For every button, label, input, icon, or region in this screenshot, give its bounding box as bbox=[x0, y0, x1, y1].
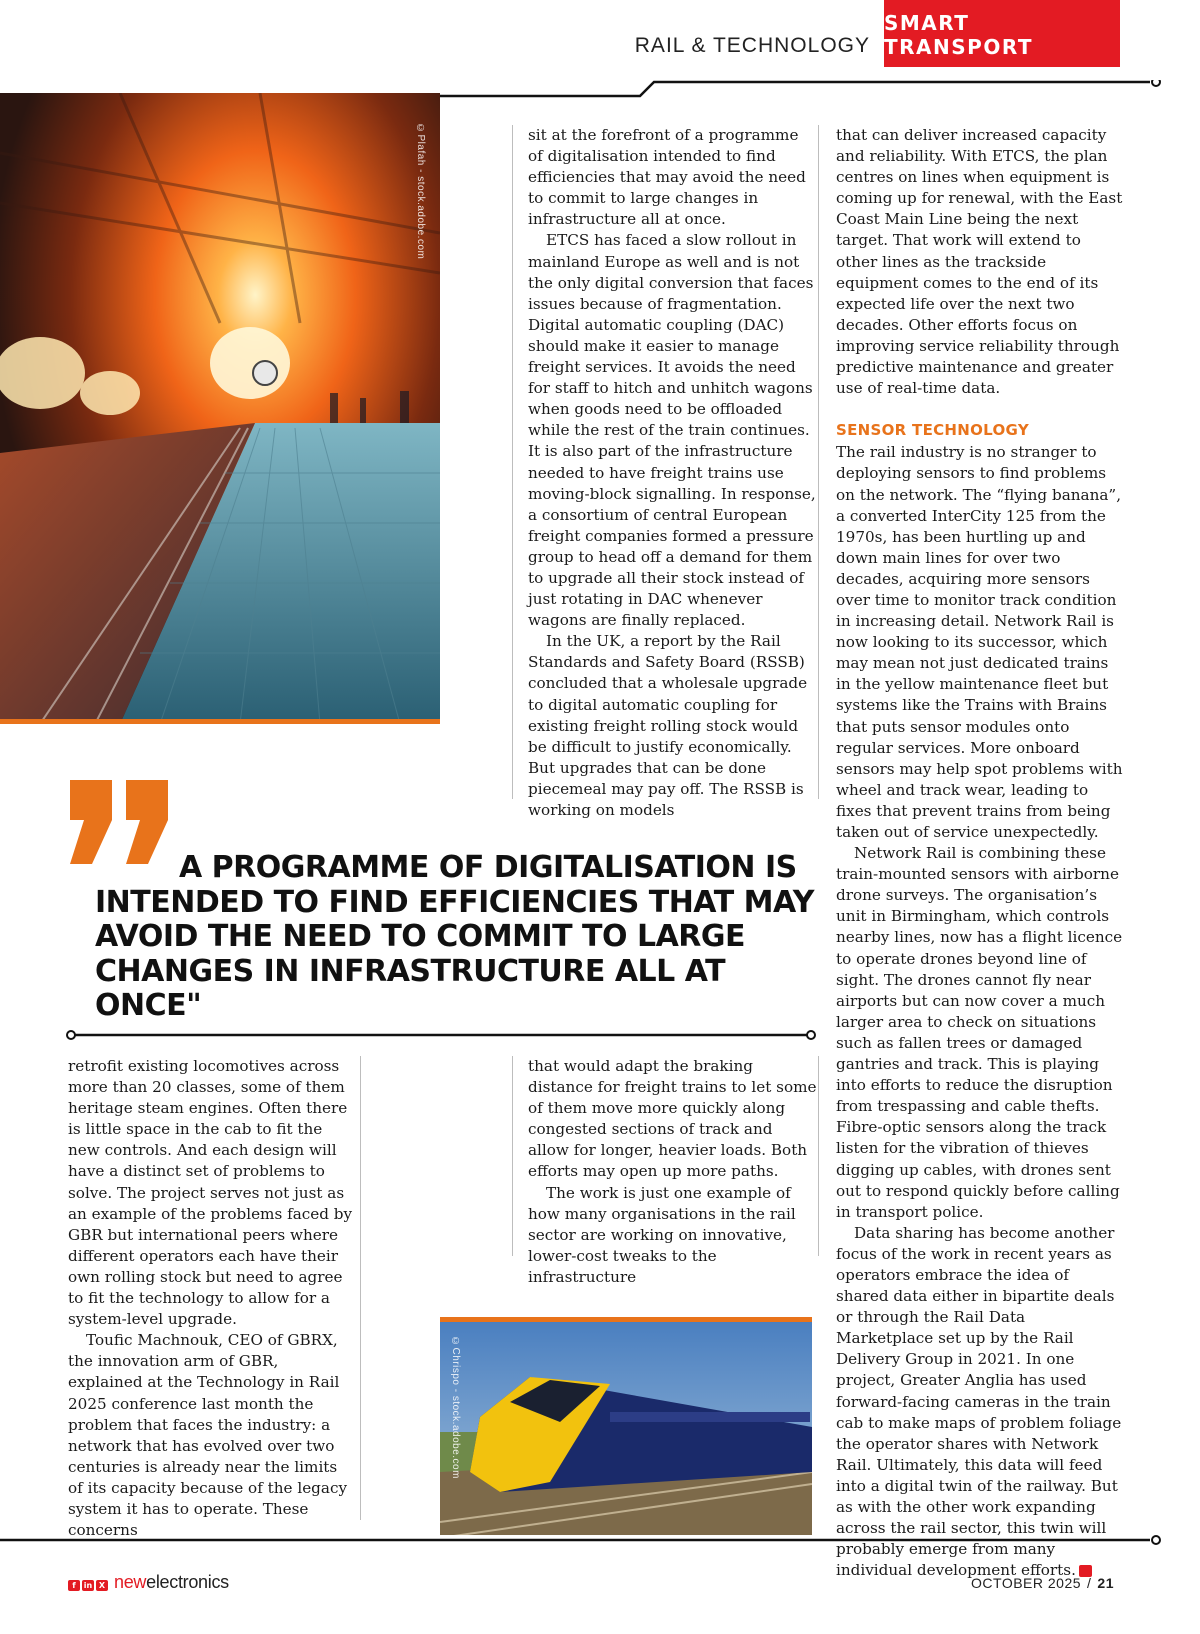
station-photo bbox=[0, 93, 440, 724]
paragraph: sit at the forefront of a programme of digitalisation intended to find efficiencies that may avoid the need to commit to large changes in infrastructure all at once. bbox=[528, 126, 806, 229]
paragraph-text: Data sharing has become another focus of the work in recent years as operators embrace the idea of shared data either in bipartite deals or through the Rail Data Marketplace set up by the Rail Delivery Group in 2021. In one project, Greater Anglia has used forward-facing cameras in the train cab to make maps of problem foliage the operator shares with Network Rail. Ultimately, this data will feed into a digital twin of the railway. But as with the other work expanding across the rail sector, this twin will probably emerge from many individual development efforts. bbox=[836, 1223, 1122, 1580]
linkedin-icon[interactable]: in bbox=[83, 1581, 93, 1590]
quote-rule bbox=[64, 1028, 818, 1042]
paragraph: that would adapt the braking distance for freight trains to let some of them move more quickly along congested sections of track and allow for longer, heavier loads. Both efforts may open up more paths. bbox=[528, 1057, 817, 1181]
x-icon[interactable]: X bbox=[96, 1580, 108, 1591]
publication-logo: newelectronics bbox=[114, 1572, 229, 1592]
article-column-3 bbox=[836, 125, 1126, 1581]
paragraph: ETCS has faced a slow rollout in mainland Europe as well and is not the only digital conversion that faces issues because of fragmentation. Digital automatic coupling (DAC) should make it easier to manage freight services. It avoids the need for staff to hitch and unhitch wagons when goods need to be offloaded while the rest of the train continues. It is also part of the infrastructure needed to have freight trains use moving-block signalling. In response, a consortium of central European freight companies formed a pressure group to head off a demand for them to upgrade all their stock instead of just rotating in DAC whenever wagons are finally replaced. bbox=[528, 231, 816, 630]
end-mark-icon: NE bbox=[1079, 1565, 1092, 1577]
section-tag: SMART TRANSPORT bbox=[884, 0, 1120, 67]
column-divider bbox=[360, 1056, 361, 1520]
page-number: 21 bbox=[1097, 1575, 1114, 1591]
article-column-4 bbox=[68, 1056, 356, 1541]
train-photo bbox=[440, 1317, 812, 1535]
paragraph bbox=[836, 1223, 1126, 1582]
column-divider bbox=[512, 125, 513, 799]
pull-quote: A PROGRAMME OF DIGITALISATION IS INTENDED TO FIND EFFICIENCIES THAT MAY AVOID THE NEED TO COMMIT TO LARGE CHANGES IN INFRASTRUCTURE ALL AT ONCE" bbox=[95, 850, 815, 1023]
section-subheading: SENSOR TECHNOLOGY bbox=[836, 421, 1029, 440]
paragraph: The rail industry is no stranger to deploying sensors to find problems on the network. The “flying banana”, a converted InterCity 125 from the 1970s, has been hurtling up and down main lines for over two decades, acquiring more sensors over time to monitor track condition in increasing detail. Network Rail is now looking to its successor, which may mean not just dedicated trains in the yellow maintenance fleet but systems like the Trains with Brains that puts sensor modules onto regular services. More onboard sensors may help spot problems with wheel and track wear, leading to fixes that prevent trains from being taken out of service unexpectedly. bbox=[836, 443, 1123, 841]
issue-date: OCTOBER 2025 / 21 bbox=[971, 1575, 1114, 1591]
column-divider bbox=[512, 1056, 513, 1256]
social-links bbox=[68, 1580, 108, 1591]
paragraph: Network Rail is combining these train-mounted sensors with airborne drone surveys. The organisation’s unit in Birmingham, which controls nearby lines, now has a flight licence to operate drones beyond line of sight. The drones cannot fly near airports but can now cover a much larger area to check on situations such as fallen trees or damaged gantries and track. This is playing into efforts to reduce the disruption from trespassing and cable thefts. Fibre-optic sensors along the track listen for the vibration of thieves digging up cables, with drones sent out to respond quickly before calling in transport police. bbox=[836, 844, 1123, 1221]
paragraph: Toufic Machnouk, CEO of GBRX, the innovation arm of GBR, explained at the Technology in Rail 2025 conference last month the problem that faces the industry: a network that has evolved over two centuries is already near the limits of its capacity because of the legacy system it has to operate. These concerns bbox=[68, 1331, 348, 1540]
column-divider bbox=[818, 1056, 819, 1256]
article-column-5 bbox=[528, 1056, 818, 1288]
column-divider bbox=[818, 125, 819, 799]
article-column-1 bbox=[528, 125, 818, 821]
photo-credit-bottom: ©Chrispo - stock.adobe.com bbox=[450, 1336, 461, 1479]
paragraph: The work is just one example of how many organisations in the rail sector are working on innovative, lower-cost tweaks to the infrastructure bbox=[528, 1183, 796, 1286]
photo-credit-top: ©Plafah - stock.adobe.com bbox=[415, 123, 426, 260]
section-title: RAIL & TECHNOLOGY bbox=[634, 34, 870, 57]
footer-rule bbox=[0, 1533, 1165, 1547]
paragraph: retrofit existing locomotives across more than 20 classes, some of them heritage steam engines. Often there is little space in the cab to fit the new controls. And each design will have a distinct set of problems to solve. The project serves not just as an example of the problems faced by GBR but international peers where different operators each have their own rolling stock but need to agree to fit the technology to allow for a system-level upgrade. bbox=[68, 1057, 353, 1329]
paragraph: that can deliver increased capacity and reliability. With ETCS, the plan centres on lines when equipment is coming up for renewal, with the East Coast Main Line being the next target. That work will extend to other lines as the trackside equipment comes to the end of its expected life over the next two decades. Other efforts focus on improving service reliability through predictive maintenance and greater use of real-time data. bbox=[836, 126, 1123, 398]
facebook-icon[interactable]: f bbox=[68, 1580, 80, 1591]
paragraph: In the UK, a report by the Rail Standards and Safety Board (RSSB) concluded that a wholesale upgrade to digital automatic coupling for existing freight rolling stock would be difficult to justify economically. But upgrades that can be done piecemeal may pay off. The RSSB is working on models bbox=[528, 632, 808, 819]
